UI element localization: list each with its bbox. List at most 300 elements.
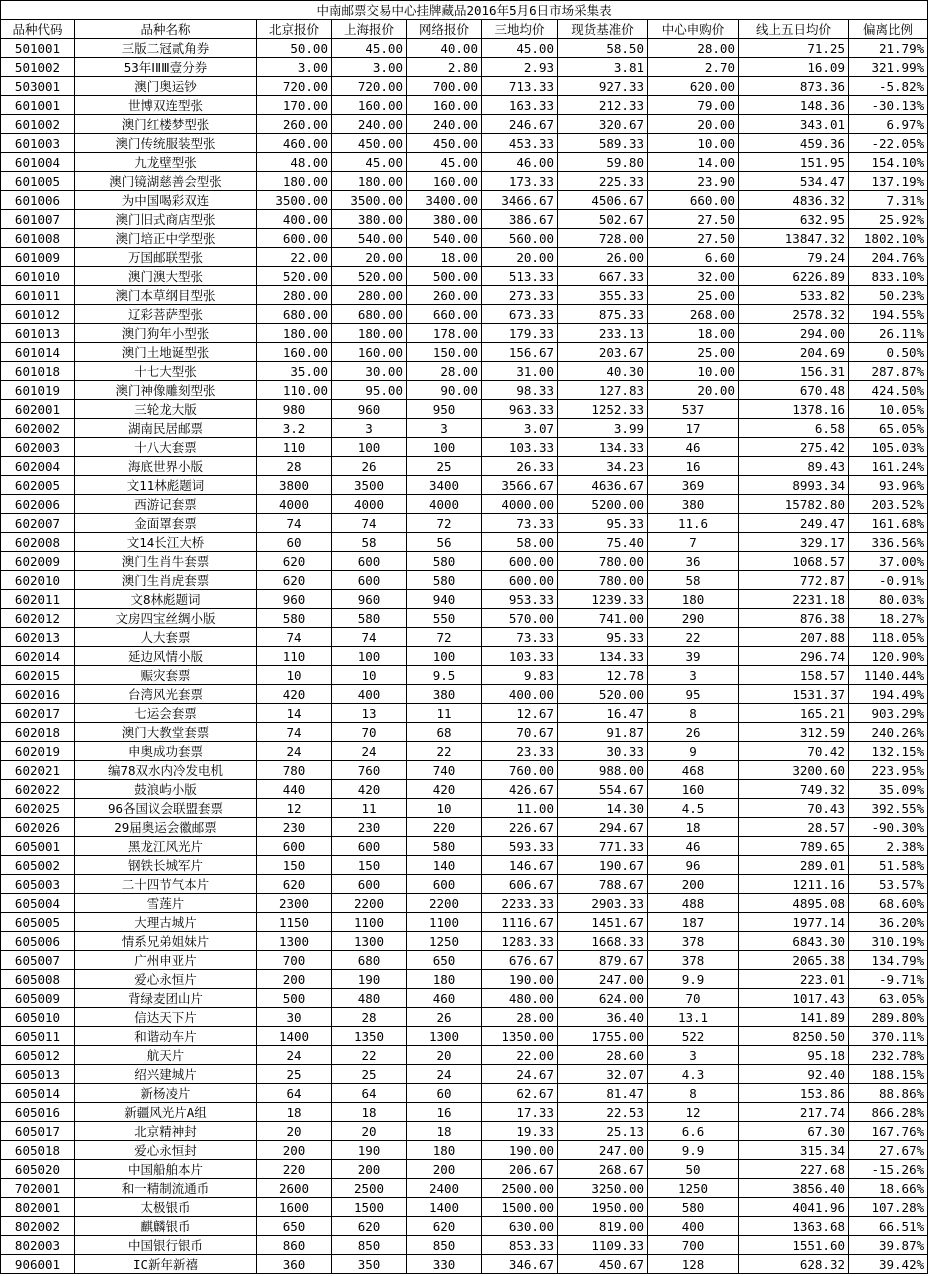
cell-beijing-price: 50.00 (257, 39, 332, 58)
cell-five-day-average: 227.68 (739, 1160, 849, 1179)
cell-shanghai-price: 160.00 (332, 343, 407, 362)
table-row (1, 457, 928, 476)
cell-code: 605008 (1, 970, 75, 989)
cell-spot-benchmark: 268.67 (558, 1160, 648, 1179)
cell-deviation: 21.79% (849, 39, 928, 58)
cell-average-price: 73.33 (482, 514, 558, 533)
cell-average-price: 26.33 (482, 457, 558, 476)
cell-shanghai-price: 680.00 (332, 305, 407, 324)
cell-average-price: 62.67 (482, 1084, 558, 1103)
cell-average-price: 24.67 (482, 1065, 558, 1084)
cell-deviation: 63.05% (849, 989, 928, 1008)
cell-shanghai-price: 620 (332, 1217, 407, 1236)
cell-spot-benchmark: 30.33 (558, 742, 648, 761)
cell-name: 雪莲片 (75, 894, 257, 913)
cell-online-price: 140 (407, 856, 482, 875)
cell-beijing-price: 520.00 (257, 267, 332, 286)
cell-beijing-price: 220 (257, 1160, 332, 1179)
cell-beijing-price: 200 (257, 1141, 332, 1160)
cell-deviation: 25.92% (849, 210, 928, 229)
table-row (1, 628, 928, 647)
cell-online-price: 180 (407, 1141, 482, 1160)
cell-subscription-price: 12 (648, 1103, 739, 1122)
cell-five-day-average: 223.01 (739, 970, 849, 989)
table-row (1, 1160, 928, 1179)
cell-name: 九龙壁型张 (75, 153, 257, 172)
cell-beijing-price: 600.00 (257, 229, 332, 248)
cell-online-price: 11 (407, 704, 482, 723)
table-row (1, 229, 928, 248)
cell-shanghai-price: 600 (332, 875, 407, 894)
shanghai-price-header: 上海报价 (332, 20, 407, 39)
cell-code: 605009 (1, 989, 75, 1008)
cell-average-price: 103.33 (482, 647, 558, 666)
cell-online-price: 580 (407, 837, 482, 856)
cell-beijing-price: 35.00 (257, 362, 332, 381)
cell-five-day-average: 6.58 (739, 419, 849, 438)
cell-name: 北京精神封 (75, 1122, 257, 1141)
table-row (1, 362, 928, 381)
cell-beijing-price: 580 (257, 609, 332, 628)
cell-beijing-price: 680.00 (257, 305, 332, 324)
cell-shanghai-price: 100 (332, 438, 407, 457)
cell-deviation: 161.24% (849, 457, 928, 476)
cell-name: 十八大套票 (75, 438, 257, 457)
table-row (1, 248, 928, 267)
cell-beijing-price: 3.00 (257, 58, 332, 77)
cell-average-price: 3466.67 (482, 191, 558, 210)
cell-five-day-average: 151.95 (739, 153, 849, 172)
table-row (1, 1084, 928, 1103)
cell-shanghai-price: 24 (332, 742, 407, 761)
cell-beijing-price: 960 (257, 590, 332, 609)
cell-five-day-average: 3200.60 (739, 761, 849, 780)
cell-code: 605007 (1, 951, 75, 970)
cell-code: 605020 (1, 1160, 75, 1179)
cell-subscription-price: 3 (648, 666, 739, 685)
cell-online-price: 45.00 (407, 153, 482, 172)
table-row (1, 932, 928, 951)
cell-average-price: 480.00 (482, 989, 558, 1008)
cell-beijing-price: 14 (257, 704, 332, 723)
cell-online-price: 9.5 (407, 666, 482, 685)
cell-beijing-price: 420 (257, 685, 332, 704)
cell-subscription-price: 17 (648, 419, 739, 438)
cell-online-price: 600 (407, 875, 482, 894)
cell-code: 602014 (1, 647, 75, 666)
cell-online-price: 150.00 (407, 343, 482, 362)
cell-subscription-price: 537 (648, 400, 739, 419)
cell-five-day-average: 4836.32 (739, 191, 849, 210)
cell-five-day-average: 459.36 (739, 134, 849, 153)
cell-deviation: 37.00% (849, 552, 928, 571)
cell-beijing-price: 150 (257, 856, 332, 875)
table-row (1, 761, 928, 780)
cell-beijing-price: 170.00 (257, 96, 332, 115)
cell-beijing-price: 3800 (257, 476, 332, 495)
cell-average-price: 273.33 (482, 286, 558, 305)
cell-five-day-average: 8250.50 (739, 1027, 849, 1046)
cell-name: 十七大型张 (75, 362, 257, 381)
cell-beijing-price: 3500.00 (257, 191, 332, 210)
cell-subscription-price: 6.60 (648, 248, 739, 267)
cell-five-day-average: 343.01 (739, 115, 849, 134)
cell-average-price: 28.00 (482, 1008, 558, 1027)
cell-average-price: 70.67 (482, 723, 558, 742)
table-row (1, 96, 928, 115)
cell-five-day-average: 1378.16 (739, 400, 849, 419)
cell-online-price: 380 (407, 685, 482, 704)
cell-spot-benchmark: 127.83 (558, 381, 648, 400)
cell-code: 602001 (1, 400, 75, 419)
cell-five-day-average: 15782.80 (739, 495, 849, 514)
cell-code: 602012 (1, 609, 75, 628)
cell-online-price: 1400 (407, 1198, 482, 1217)
cell-spot-benchmark: 771.33 (558, 837, 648, 856)
cell-spot-benchmark: 32.07 (558, 1065, 648, 1084)
cell-five-day-average: 289.01 (739, 856, 849, 875)
cell-spot-benchmark: 14.30 (558, 799, 648, 818)
cell-shanghai-price: 160.00 (332, 96, 407, 115)
cell-five-day-average: 6843.30 (739, 932, 849, 951)
cell-online-price: 550 (407, 609, 482, 628)
cell-online-price: 380.00 (407, 210, 482, 229)
table-row (1, 514, 928, 533)
cell-deviation: 161.68% (849, 514, 928, 533)
cell-shanghai-price: 2200 (332, 894, 407, 913)
cell-spot-benchmark: 875.33 (558, 305, 648, 324)
cell-deviation: 66.51% (849, 1217, 928, 1236)
cell-subscription-price: 32.00 (648, 267, 739, 286)
cell-spot-benchmark: 2903.33 (558, 894, 648, 913)
cell-spot-benchmark: 1451.67 (558, 913, 648, 932)
table-row (1, 533, 928, 552)
cell-shanghai-price: 600 (332, 552, 407, 571)
cell-subscription-price: 128 (648, 1255, 739, 1274)
cell-online-price: 16 (407, 1103, 482, 1122)
cell-shanghai-price: 960 (332, 590, 407, 609)
cell-five-day-average: 156.31 (739, 362, 849, 381)
cell-online-price: 740 (407, 761, 482, 780)
cell-online-price: 700.00 (407, 77, 482, 96)
cell-spot-benchmark: 16.47 (558, 704, 648, 723)
cell-average-price: 11.00 (482, 799, 558, 818)
cell-deviation: 903.29% (849, 704, 928, 723)
cell-five-day-average: 312.59 (739, 723, 849, 742)
cell-spot-benchmark: 788.67 (558, 875, 648, 894)
cell-deviation: -9.71% (849, 970, 928, 989)
cell-deviation: 833.10% (849, 267, 928, 286)
cell-spot-benchmark: 728.00 (558, 229, 648, 248)
cell-spot-benchmark: 1252.33 (558, 400, 648, 419)
cell-shanghai-price: 45.00 (332, 39, 407, 58)
cell-subscription-price: 6.6 (648, 1122, 739, 1141)
cell-code: 605018 (1, 1141, 75, 1160)
cell-average-price: 606.67 (482, 875, 558, 894)
cell-online-price: 22 (407, 742, 482, 761)
cell-name: 中国银行银币 (75, 1236, 257, 1255)
cell-beijing-price: 1150 (257, 913, 332, 932)
cell-spot-benchmark: 36.40 (558, 1008, 648, 1027)
table-row (1, 742, 928, 761)
cell-five-day-average: 1211.16 (739, 875, 849, 894)
cell-deviation: -22.05% (849, 134, 928, 153)
cell-online-price: 580 (407, 571, 482, 590)
cell-five-day-average: 789.65 (739, 837, 849, 856)
cell-code: 605016 (1, 1103, 75, 1122)
cell-average-price: 23.33 (482, 742, 558, 761)
cell-shanghai-price: 190 (332, 970, 407, 989)
cell-name: 航天片 (75, 1046, 257, 1065)
cell-average-price: 190.00 (482, 970, 558, 989)
cell-online-price: 540.00 (407, 229, 482, 248)
cell-average-price: 676.67 (482, 951, 558, 970)
cell-beijing-price: 620 (257, 571, 332, 590)
name-header: 品种名称 (75, 20, 257, 39)
cell-name: 澳门本草纲目型张 (75, 286, 257, 305)
table-row (1, 324, 928, 343)
cell-spot-benchmark: 95.33 (558, 514, 648, 533)
table-row (1, 894, 928, 913)
cell-deviation: 27.67% (849, 1141, 928, 1160)
cell-subscription-price: 79.00 (648, 96, 739, 115)
cell-deviation: 0.50% (849, 343, 928, 362)
code-header: 品种代码 (1, 20, 75, 39)
table-row (1, 799, 928, 818)
cell-subscription-price: 200 (648, 875, 739, 894)
cell-code: 601008 (1, 229, 75, 248)
cell-online-price: 3400.00 (407, 191, 482, 210)
cell-name: 三版二冠贰角券 (75, 39, 257, 58)
subscription-price-header: 中心申购价 (648, 20, 739, 39)
cell-deviation: 39.42% (849, 1255, 928, 1274)
cell-average-price: 593.33 (482, 837, 558, 856)
cell-beijing-price: 160.00 (257, 343, 332, 362)
cell-subscription-price: 20.00 (648, 115, 739, 134)
cell-name: 澳门狗年小型张 (75, 324, 257, 343)
cell-subscription-price: 700 (648, 1236, 739, 1255)
cell-name: 广州申亚片 (75, 951, 257, 970)
table-row (1, 780, 928, 799)
cell-name: 金面罩套票 (75, 514, 257, 533)
cell-spot-benchmark: 988.00 (558, 761, 648, 780)
cell-shanghai-price: 540.00 (332, 229, 407, 248)
table-row (1, 1198, 928, 1217)
cell-five-day-average: 2065.38 (739, 951, 849, 970)
cell-deviation: 240.26% (849, 723, 928, 742)
cell-subscription-price: 180 (648, 590, 739, 609)
cell-online-price: 3 (407, 419, 482, 438)
cell-shanghai-price: 25 (332, 1065, 407, 1084)
table-row (1, 267, 928, 286)
cell-average-price: 3.07 (482, 419, 558, 438)
cell-code: 602019 (1, 742, 75, 761)
cell-spot-benchmark: 12.78 (558, 666, 648, 685)
table-row (1, 1008, 928, 1027)
cell-subscription-price: 9 (648, 742, 739, 761)
cell-code: 602004 (1, 457, 75, 476)
cell-online-price: 500.00 (407, 267, 482, 286)
cell-five-day-average: 92.40 (739, 1065, 849, 1084)
cell-beijing-price: 620 (257, 552, 332, 571)
cell-average-price: 760.00 (482, 761, 558, 780)
cell-five-day-average: 1068.57 (739, 552, 849, 571)
cell-code: 601011 (1, 286, 75, 305)
cell-subscription-price: 488 (648, 894, 739, 913)
cell-shanghai-price: 10 (332, 666, 407, 685)
cell-five-day-average: 71.25 (739, 39, 849, 58)
cell-average-price: 103.33 (482, 438, 558, 457)
cell-online-price: 56 (407, 533, 482, 552)
cell-code: 601001 (1, 96, 75, 115)
cell-subscription-price: 10.00 (648, 134, 739, 153)
cell-average-price: 156.67 (482, 343, 558, 362)
cell-name: 七运会套票 (75, 704, 257, 723)
cell-subscription-price: 18.00 (648, 324, 739, 343)
cell-subscription-price: 268.00 (648, 305, 739, 324)
cell-name: 海底世界小版 (75, 457, 257, 476)
cell-average-price: 4000.00 (482, 495, 558, 514)
cell-subscription-price: 22 (648, 628, 739, 647)
cell-shanghai-price: 200 (332, 1160, 407, 1179)
cell-code: 601009 (1, 248, 75, 267)
cell-subscription-price: 660.00 (648, 191, 739, 210)
cell-shanghai-price: 420 (332, 780, 407, 799)
table-row (1, 609, 928, 628)
cell-beijing-price: 600 (257, 837, 332, 856)
cell-beijing-price: 400.00 (257, 210, 332, 229)
cell-code: 602002 (1, 419, 75, 438)
cell-subscription-price: 290 (648, 609, 739, 628)
cell-subscription-price: 14.00 (648, 153, 739, 172)
cell-average-price: 713.33 (482, 77, 558, 96)
cell-average-price: 19.33 (482, 1122, 558, 1141)
table-row (1, 115, 928, 134)
cell-deviation: 65.05% (849, 419, 928, 438)
table-row (1, 39, 928, 58)
cell-name: 文14长江大桥 (75, 533, 257, 552)
cell-shanghai-price: 1300 (332, 932, 407, 951)
cell-deviation: 424.50% (849, 381, 928, 400)
cell-beijing-price: 180.00 (257, 172, 332, 191)
cell-online-price: 26 (407, 1008, 482, 1027)
table-row (1, 343, 928, 362)
cell-code: 601019 (1, 381, 75, 400)
cell-name: 二十四节气本片 (75, 875, 257, 894)
cell-five-day-average: 207.88 (739, 628, 849, 647)
cell-name: 湖南民居邮票 (75, 419, 257, 438)
cell-deviation: 321.99% (849, 58, 928, 77)
cell-spot-benchmark: 4506.67 (558, 191, 648, 210)
table-row (1, 856, 928, 875)
table-row (1, 666, 928, 685)
table-row (1, 77, 928, 96)
cell-spot-benchmark: 780.00 (558, 552, 648, 571)
cell-name: 爱心永恒片 (75, 970, 257, 989)
header-row (1, 20, 928, 39)
cell-five-day-average: 294.00 (739, 324, 849, 343)
table-row (1, 951, 928, 970)
cell-name: 太极银币 (75, 1198, 257, 1217)
cell-spot-benchmark: 502.67 (558, 210, 648, 229)
cell-online-price: 620 (407, 1217, 482, 1236)
cell-code: 503001 (1, 77, 75, 96)
cell-name: 爱心永恒封 (75, 1141, 257, 1160)
cell-five-day-average: 1531.37 (739, 685, 849, 704)
cell-five-day-average: 632.95 (739, 210, 849, 229)
cell-beijing-price: 700 (257, 951, 332, 970)
cell-average-price: 226.67 (482, 818, 558, 837)
cell-online-price: 25 (407, 457, 482, 476)
cell-shanghai-price: 13 (332, 704, 407, 723)
cell-name: 澳门大教堂套票 (75, 723, 257, 742)
title-row (1, 1, 928, 20)
cell-spot-benchmark: 1950.00 (558, 1198, 648, 1217)
cell-average-price: 9.83 (482, 666, 558, 685)
cell-average-price: 1500.00 (482, 1198, 558, 1217)
cell-name: 为中国喝彩双连 (75, 191, 257, 210)
cell-spot-benchmark: 624.00 (558, 989, 648, 1008)
cell-average-price: 73.33 (482, 628, 558, 647)
cell-deviation: 53.57% (849, 875, 928, 894)
cell-deviation: 118.05% (849, 628, 928, 647)
table-row (1, 647, 928, 666)
cell-subscription-price: 400 (648, 1217, 739, 1236)
cell-online-price: 1300 (407, 1027, 482, 1046)
cell-five-day-average: 296.74 (739, 647, 849, 666)
cell-name: 澳门生肖牛套票 (75, 552, 257, 571)
table-row (1, 438, 928, 457)
cell-shanghai-price: 74 (332, 628, 407, 647)
cell-deviation: 866.28% (849, 1103, 928, 1122)
cell-subscription-price: 4.3 (648, 1065, 739, 1084)
cell-name: 96各国议会联盟套票 (75, 799, 257, 818)
cell-shanghai-price: 600 (332, 837, 407, 856)
cell-code: 601006 (1, 191, 75, 210)
cell-shanghai-price: 180.00 (332, 172, 407, 191)
cell-average-price: 426.67 (482, 780, 558, 799)
cell-average-price: 206.67 (482, 1160, 558, 1179)
table-row (1, 723, 928, 742)
table-row (1, 590, 928, 609)
cell-code: 602016 (1, 685, 75, 704)
cell-deviation: 194.55% (849, 305, 928, 324)
cell-five-day-average: 1363.68 (739, 1217, 849, 1236)
cell-shanghai-price: 240.00 (332, 115, 407, 134)
five-day-average-header: 线上五日均价 (739, 20, 849, 39)
cell-average-price: 12.67 (482, 704, 558, 723)
cell-deviation: 154.10% (849, 153, 928, 172)
cell-name: 文8林彪题词 (75, 590, 257, 609)
table-row (1, 970, 928, 989)
cell-subscription-price: 96 (648, 856, 739, 875)
table-row (1, 552, 928, 571)
cell-code: 501001 (1, 39, 75, 58)
cell-code: 605003 (1, 875, 75, 894)
cell-average-price: 31.00 (482, 362, 558, 381)
cell-spot-benchmark: 1755.00 (558, 1027, 648, 1046)
cell-shanghai-price: 30.00 (332, 362, 407, 381)
cell-average-price: 630.00 (482, 1217, 558, 1236)
cell-subscription-price: 2.70 (648, 58, 739, 77)
cell-deviation: -0.91% (849, 571, 928, 590)
table-row (1, 1236, 928, 1255)
cell-average-price: 3566.67 (482, 476, 558, 495)
cell-beijing-price: 74 (257, 514, 332, 533)
cell-deviation: 134.79% (849, 951, 928, 970)
cell-average-price: 22.00 (482, 1046, 558, 1065)
cell-spot-benchmark: 320.67 (558, 115, 648, 134)
